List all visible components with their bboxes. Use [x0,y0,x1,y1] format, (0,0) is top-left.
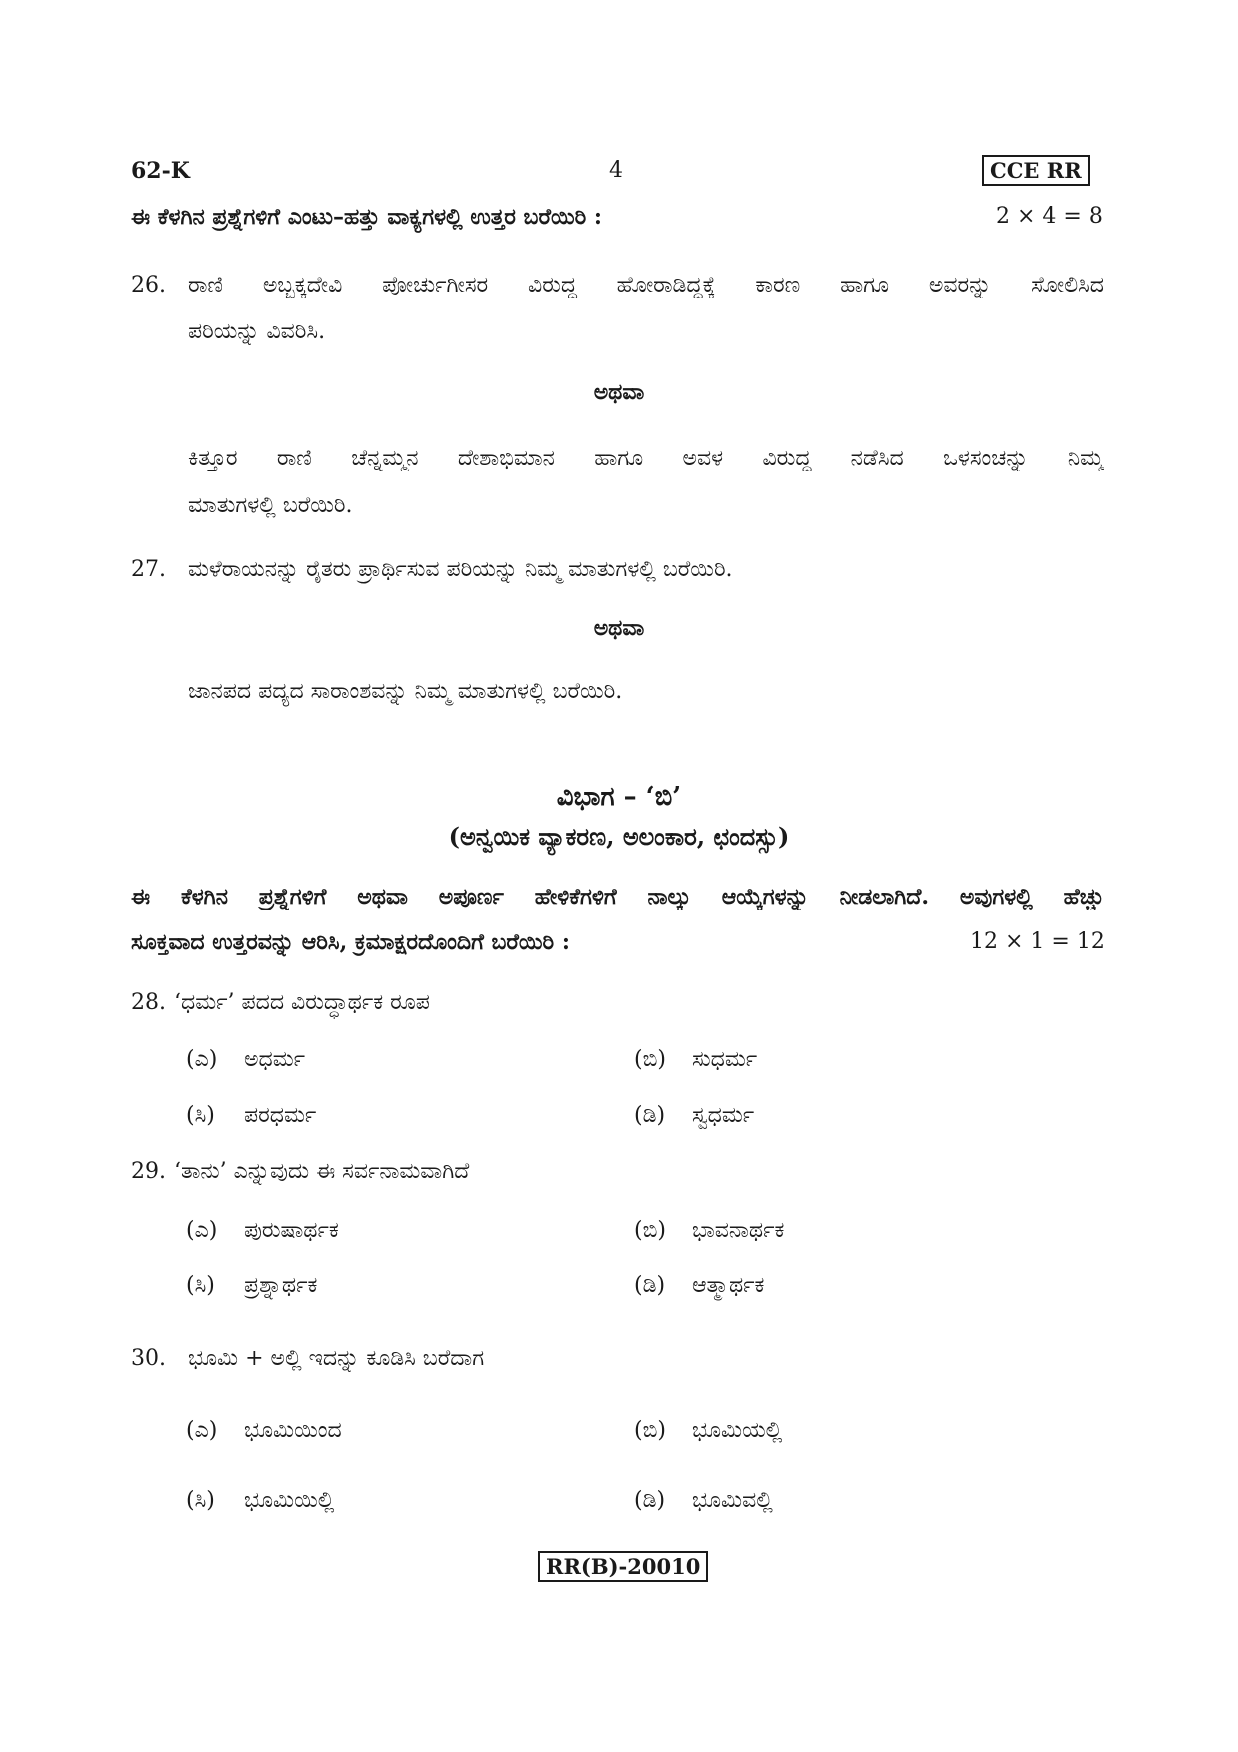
option-text: ಭೂಮಿವಲ್ಲಿ [692,1488,773,1513]
q29-option-b [634,1218,784,1243]
paper-code: 62-K [131,158,190,184]
section-b-subtitle: (ಅನ್ವಯಿಕ ವ್ಯಾಕರಣ, ಅಲಂಕಾರ, ಛಂದಸ್ಸು) [448,822,790,851]
q30-option-b [634,1418,782,1443]
q29-option-d [634,1273,764,1298]
section-b-instruction-line2: ಸೂಕ್ತವಾದ ಉತ್ತರವನ್ನು ಆರಿಸಿ, ಕ್ರಮಾಕ್ಷರದೊಂದಿಗೆ ಬರೆಯಿರಿ : [131,929,570,955]
q28-option-b [634,1047,757,1072]
page-number: 4 [609,158,623,183]
q28-number: 28. [131,990,166,1015]
option-label: (ಡಿ) [634,1273,666,1298]
option-label: (ಡಿ) [634,1103,666,1128]
q28-option-d [634,1103,754,1128]
option-text: ಭೂಮಿಯಿಲ್ಲಿ [244,1488,335,1513]
option-label: (ಎ) [186,1047,218,1072]
series-box: CCE RR [982,155,1090,186]
q26-line1: ರಾಣಿ ಅಬ್ಬಕ್ಕದೇವಿ ಪೋರ್ಚುಗೀಸರ ವಿರುದ್ಧ ಹೋರಾಡಿದ್ದಕ್ಕೆ ಕಾರಣ ಹಾಗೂ ಅವರನ್ನು ಸೋಲಿಸಿದ [188,273,1104,298]
option-text: ಪುರುಷಾರ್ಥಕ [244,1218,339,1243]
option-label: (ಸಿ) [186,1273,215,1298]
q27-alt: ಜಾನಪದ ಪದ್ಯದ ಸಾರಾಂಶವನ್ನು ನಿಮ್ಮ ಮಾತುಗಳಲ್ಲಿ ಬರೆಯಿರಿ. [188,679,623,704]
q26-number: 26. [131,273,166,298]
option-text: ಸುಧರ್ಮ [692,1047,758,1072]
q30-option-a [186,1418,342,1443]
q27-number: 27. [131,557,166,582]
option-text: ಭೂಮಿಯಲ್ಲಿ [692,1418,783,1443]
option-text: ಆತ್ಮಾರ್ಥಕ [692,1273,765,1298]
option-label: (ಡಿ) [634,1488,666,1513]
q30-text: ಭೂಮಿ + ಅಲ್ಲಿ ಇದನ್ನು ಕೂಡಿಸಿ ಬರೆದಾಗ [188,1346,485,1371]
section-a-marks: 2 × 4 = 8 [996,204,1103,229]
q29-text: ‘ತಾನು’ ಎನ್ನುವುದು ಈ ಸರ್ವನಾಮವಾಗಿದೆ [174,1159,470,1184]
option-label: (ಬಿ) [634,1218,666,1243]
section-b-instruction-line1: ಈ ಕೆಳಗಿನ ಪ್ರಶ್ನೆಗಳಿಗೆ ಅಥವಾ ಅಪೂರ್ಣ ಹೇಳಿಕೆಗಳಿಗೆ ನಾಲ್ಕು ಆಯ್ಕೆಗಳನ್ನು ನೀಡಲಾಗಿದೆ. ಅವುಗಳಲ್ಲಿ ಹೆಚ್ಚು [131,884,1104,910]
option-label: (ಎ) [186,1218,218,1243]
q30-option-c [186,1488,334,1513]
option-label: (ಸಿ) [186,1103,215,1128]
q27-or-label: ಅಥವಾ [593,615,645,641]
section-b-title: ವಿಭಾಗ – ‘ಬಿ’ [556,782,682,812]
q29-option-c [186,1273,317,1298]
option-text: ಭೂಮಿಯಿಂದ [244,1418,342,1443]
option-label: (ಎ) [186,1418,218,1443]
option-text: ಅಧರ್ಮ [244,1047,306,1072]
option-text: ಪರಧರ್ಮ [244,1103,317,1128]
q30-option-d [634,1488,773,1513]
option-text: ಭಾವನಾರ್ಥಕ [692,1218,785,1243]
q28-option-a [186,1047,305,1072]
q28-option-c [186,1103,316,1128]
q27-text: ಮಳೆರಾಯನನ್ನು ರೈತರು ಪ್ರಾರ್ಥಿಸುವ ಪರಿಯನ್ನು ನಿಮ್ಮ ಮಾತುಗಳಲ್ಲಿ ಬರೆಯಿರಿ. [188,557,733,582]
q26-line2: ಪರಿಯನ್ನು ವಿವರಿಸಿ. [188,319,326,344]
q26-alt-line2: ಮಾತುಗಳಲ್ಲಿ ಬರೆಯಿರಿ. [188,493,353,518]
q28-text: ‘ಧರ್ಮ’ ಪದದ ವಿರುದ್ಧಾರ್ಥಕ ರೂಪ [174,990,430,1015]
option-text: ಪ್ರಶ್ನಾರ್ಥಕ [244,1273,318,1298]
q30-number: 30. [131,1346,166,1371]
section-b-marks: 12 × 1 = 12 [970,929,1105,954]
q29-option-a [186,1218,339,1243]
footer-code-box: RR(B)-20010 [538,1551,708,1582]
option-label: (ಸಿ) [186,1488,215,1513]
q26-alt-line1: ಕಿತ್ತೂರ ರಾಣಿ ಚೆನ್ನಮ್ಮನ ದೇಶಾಭಿಮಾನ ಹಾಗೂ ಅವಳ ವಿರುದ್ಧ ನಡೆಸಿದ ಒಳಸಂಚನ್ನು ನಿಮ್ಮ [188,446,1104,471]
option-label: (ಬಿ) [634,1047,666,1072]
q29-number: 29. [131,1159,166,1184]
option-text: ಸ್ವಧರ್ಮ [692,1103,755,1128]
section-a-instruction: ಈ ಕೆಳಗಿನ ಪ್ರಶ್ನೆಗಳಿಗೆ ಎಂಟು–ಹತ್ತು ವಾಕ್ಯಗಳಲ್ಲಿ ಉತ್ತರ ಬರೆಯಿರಿ : [131,204,602,230]
q26-or-label: ಅಥವಾ [593,379,645,405]
option-label: (ಬಿ) [634,1418,666,1443]
